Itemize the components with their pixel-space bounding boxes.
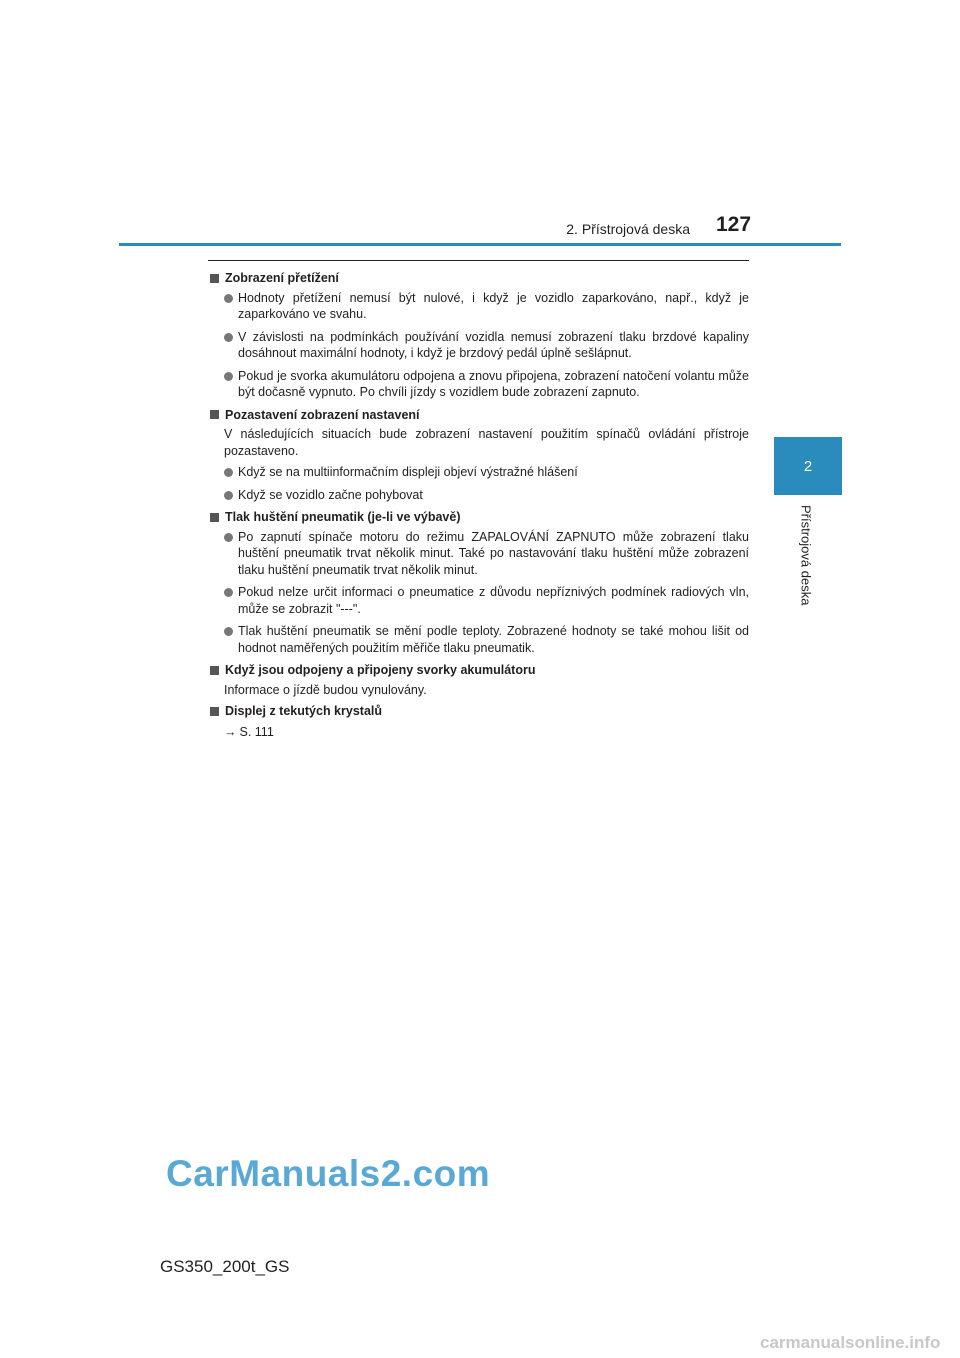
footer-code: GS350_200t_GS bbox=[160, 1257, 290, 1276]
circle-bullet-icon bbox=[224, 468, 233, 477]
circle-bullet-icon bbox=[224, 533, 233, 542]
bullet-item: Když se na multiinformačním displeji objeví výstražné hlášení bbox=[224, 464, 749, 481]
section-heading: Displej z tekutých krystalů bbox=[208, 703, 749, 720]
bullet-item: Když se vozidlo začne pohybovat bbox=[224, 487, 749, 504]
section-heading: Zobrazení přetížení bbox=[208, 270, 749, 287]
bullet-item: V závislosti na podmínkách používání vozidla nemusí zobrazení tlaku brzdové kapaliny dosáhnout maximální hodnoty, i když je brzdový pedál úplně sešlápnut. bbox=[224, 329, 749, 362]
square-bullet-icon bbox=[210, 666, 219, 675]
circle-bullet-icon bbox=[224, 294, 233, 303]
bullet-item: Pokud nelze určit informaci o pneumatice z důvodu nepříznivých podmínek radiových vln, může se zobrazit "---". bbox=[224, 584, 749, 617]
circle-bullet-icon bbox=[224, 588, 233, 597]
page-reference[interactable]: → S. 111 bbox=[224, 724, 274, 739]
circle-bullet-icon bbox=[224, 627, 233, 636]
section-heading: Pozastavení zobrazení nastavení bbox=[208, 407, 749, 424]
chapter-number: 2 bbox=[803, 457, 813, 475]
section-paragraph: V následujících situacích bude zobrazení nastavení použitím spínačů ovládání přístroje pozastaveno. bbox=[224, 427, 749, 458]
chapter-tab bbox=[774, 437, 842, 495]
bullet-item: Tlak huštění pneumatik se mění podle teploty. Zobrazené hodnoty se také mohou lišit od hodnot naměřených použitím měřiče tlaku pneumatik. bbox=[224, 623, 749, 656]
chapter-label: Přístrojová deska bbox=[798, 505, 814, 606]
section-settings-pause bbox=[208, 407, 749, 504]
section-heading: Když jsou odpojeny a připojeny svorky akumulátoru bbox=[208, 662, 749, 679]
section-tire-pressure bbox=[208, 509, 749, 656]
section-paragraph: Informace o jízdě budou vynulovány. bbox=[224, 682, 427, 697]
site-mark: carmanualsonline.info bbox=[760, 1333, 941, 1352]
circle-bullet-icon bbox=[224, 333, 233, 342]
bullet-item: Hodnoty přetížení nemusí být nulové, i když je vozidlo zaparkováno, např., když je zaparkováno ve svahu. bbox=[224, 290, 749, 323]
header-title: 2. Přístrojová deska bbox=[566, 221, 690, 237]
header-rule bbox=[119, 243, 841, 246]
square-bullet-icon bbox=[210, 513, 219, 522]
section-heading: Tlak huštění pneumatik (je-li ve výbavě) bbox=[208, 509, 749, 526]
bullet-item: Pokud je svorka akumulátoru odpojena a znovu připojena, zobrazení natočení volantu může být dočasně vypnuto. Po chvíli jízdy s vozidlem bude zobrazení zapnuto. bbox=[224, 368, 749, 401]
circle-bullet-icon bbox=[224, 372, 233, 381]
page-number: 127 bbox=[716, 213, 752, 236]
square-bullet-icon bbox=[210, 707, 219, 716]
section-battery bbox=[208, 662, 749, 698]
square-bullet-icon bbox=[210, 410, 219, 419]
content bbox=[208, 270, 749, 746]
arrow-right-icon: → bbox=[224, 724, 237, 739]
watermark-logo: CarManuals2.com bbox=[166, 1153, 491, 1194]
circle-bullet-icon bbox=[224, 491, 233, 500]
section-lcd bbox=[208, 703, 749, 740]
section-overload bbox=[208, 270, 749, 401]
bullet-item: Po zapnutí spínače motoru do režimu ZAPALOVÁNÍ ZAPNUTO může zobrazení tlaku huštění pneumatik trvat několik minut. Také po nastavování tlaku huštění může zobrazení tlaku huštění pneumatik trvat několik minut. bbox=[224, 529, 749, 579]
content-rule bbox=[208, 260, 749, 261]
square-bullet-icon bbox=[210, 274, 219, 283]
